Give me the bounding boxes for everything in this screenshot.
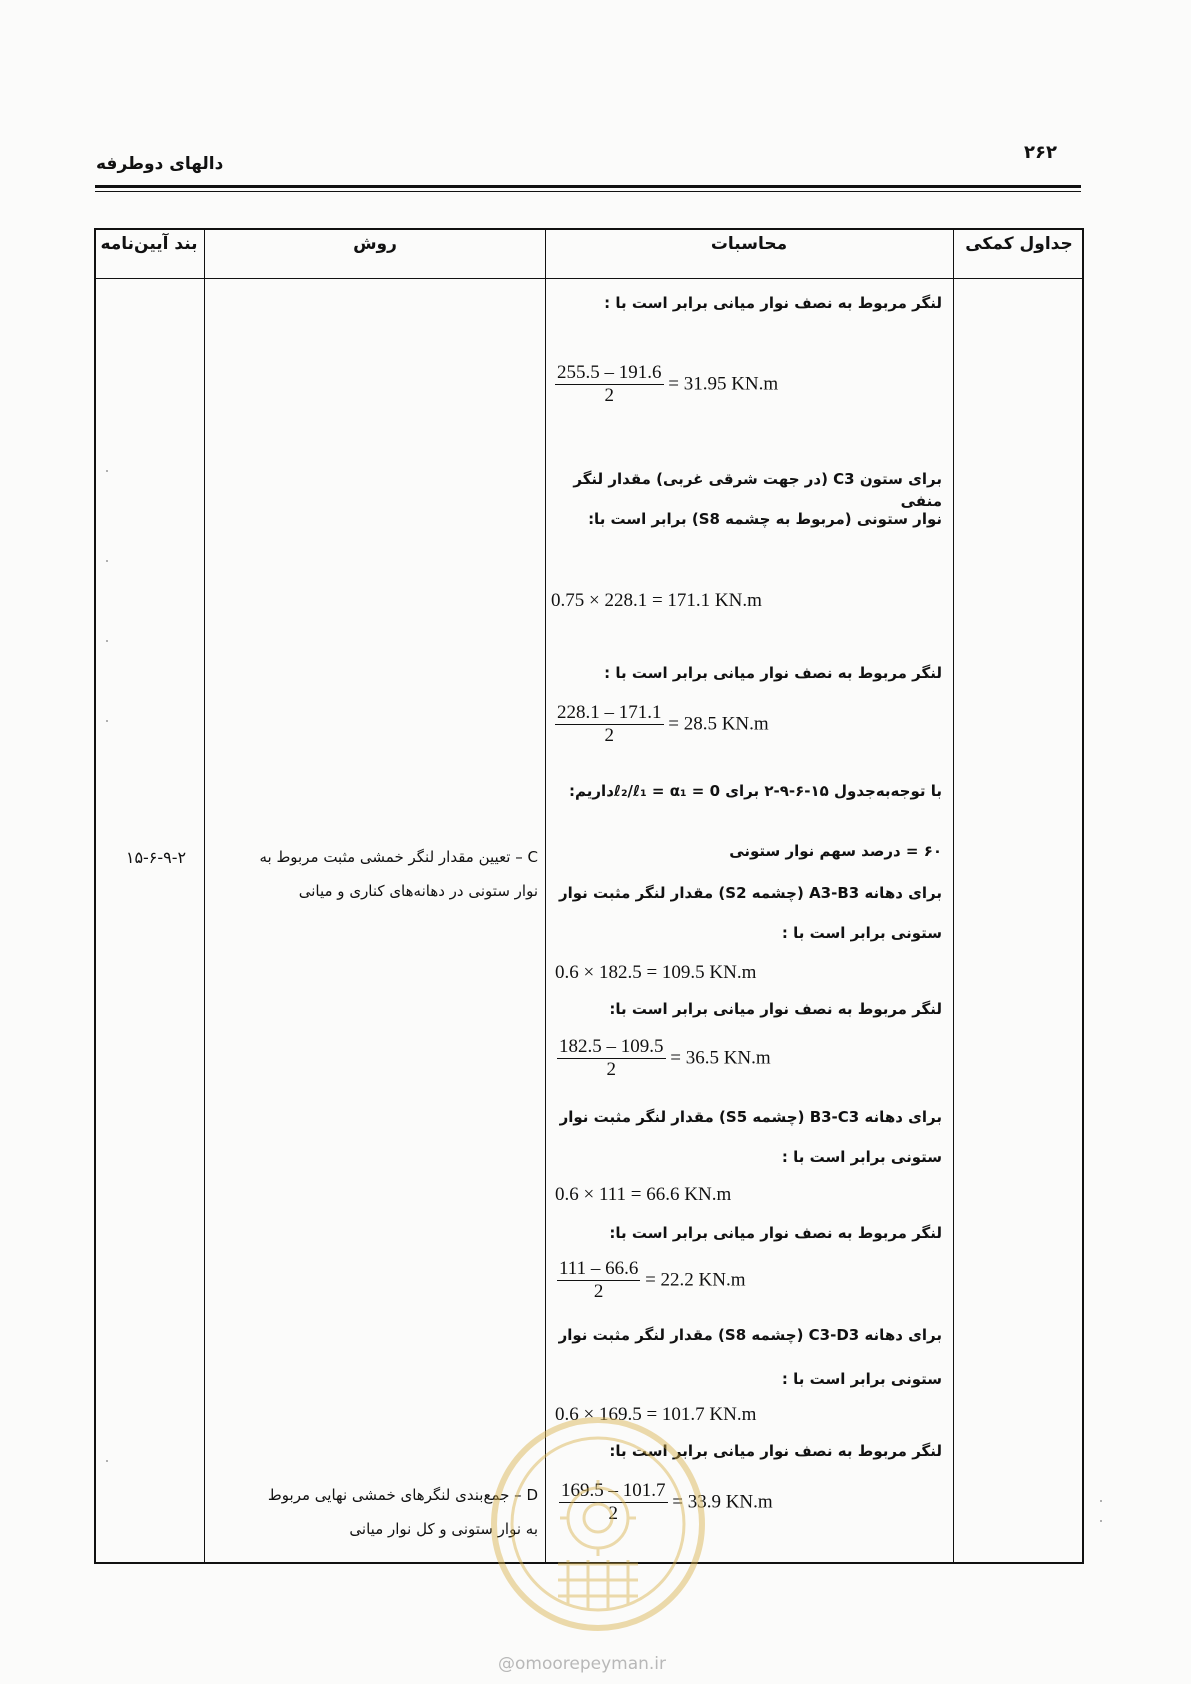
header-rule-thick xyxy=(95,185,1081,188)
column-header-code-clause: بند آیین‌نامه xyxy=(100,234,198,254)
calc-text: لنگر مربوط به نصف نوار میانی برابر است با: xyxy=(609,1224,942,1242)
equation-result: = 22.2 KN.m xyxy=(645,1269,746,1291)
header-row-divider xyxy=(94,278,1084,279)
calc-text: لنگر مربوط به نصف نوار میانی برابر است با: xyxy=(609,1442,942,1460)
scan-dot xyxy=(106,720,108,722)
equation-fraction xyxy=(555,362,778,407)
book-title: دالهای دوطرفه xyxy=(96,154,224,174)
calc-text: برای ستون C3 (در جهت شرقی غربی) مقدار لنگر منفی xyxy=(573,470,942,510)
scan-dot xyxy=(106,1460,108,1462)
equation: 0.6 × 182.5 = 109.5 KN.m xyxy=(555,962,757,983)
page-number: ۲۶۲ xyxy=(1024,142,1057,163)
scan-dot xyxy=(1100,1520,1102,1522)
calc-text: ستونی برابر است با : xyxy=(781,924,942,942)
equation: 0.6 × 169.5 = 101.7 KN.m xyxy=(555,1404,757,1425)
fraction-denominator: 2 xyxy=(606,1059,616,1080)
equation: 0.6 × 111 = 66.6 KN.m xyxy=(555,1184,732,1205)
equation-fraction xyxy=(557,1036,771,1081)
calc-text: لنگر مربوط به نصف نوار میانی برابر است با : xyxy=(604,664,942,682)
equation-fraction xyxy=(557,1258,746,1303)
calc-text: برای دهانه A3-B3 (چشمه S2) مقدار لنگر مثبت نوار xyxy=(558,884,942,902)
calc-text: لنگر مربوط به نصف نوار میانی برابر است با : xyxy=(604,294,942,312)
scan-dot xyxy=(106,560,108,562)
equation-result: = 31.95 KN.m xyxy=(668,373,779,395)
calc-text: برای دهانه C3-D3 (چشمه S8) مقدار لنگر مثبت نوار xyxy=(558,1326,942,1344)
equation-fraction xyxy=(555,702,769,747)
calc-text: ستونی برابر است با : xyxy=(781,1370,942,1388)
fraction-numerator: 182.5 – 109.5 xyxy=(559,1036,664,1057)
calc-text: لنگر مربوط به نصف نوار میانی برابر است با: xyxy=(609,1000,942,1018)
calc-text: با توجه‌به‌جدول ۱۵-۶-۹-۲ برای 0 = ℓ₂/ℓ₁ = α₁داریم: xyxy=(569,782,942,800)
fraction-numerator: 255.5 – 191.6 xyxy=(557,362,662,383)
scan-dot xyxy=(106,640,108,642)
equation-result: = 33.9 KN.m xyxy=(672,1491,773,1513)
fraction-denominator: 2 xyxy=(593,1281,604,1302)
equation-result: = 28.5 KN.m xyxy=(668,713,769,735)
scan-dot xyxy=(1100,1500,1102,1502)
method-c-line: C – تعیین مقدار لنگر خمشی مثبت مربوط به xyxy=(259,848,538,866)
calc-text: برای دهانه B3-C3 (چشمه S5) مقدار لنگر مثبت نوار xyxy=(559,1108,942,1126)
code-clause-ref: ۱۵-۶-۹-۲ xyxy=(125,848,187,867)
scan-dot xyxy=(106,470,108,472)
fraction-denominator: 2 xyxy=(608,1503,618,1524)
column-divider xyxy=(545,228,546,1564)
column-divider xyxy=(953,228,954,1564)
calc-text: ۶۰ = درصد سهم نوار ستونی xyxy=(729,842,942,860)
fraction-numerator: 111 – 66.6 xyxy=(559,1258,639,1279)
column-header-method: روش xyxy=(353,234,397,254)
fraction-numerator: 228.1 – 171.1 xyxy=(557,702,662,723)
column-divider xyxy=(204,228,205,1564)
fraction-denominator: 2 xyxy=(604,725,614,746)
fraction-numerator: 169.5 – 101.7 xyxy=(561,1480,666,1501)
header-rule-thin xyxy=(95,191,1081,192)
equation-result: = 36.5 KN.m xyxy=(670,1047,771,1069)
calc-text: نوار ستونی (مربوط به چشمه S8) برابر است با: xyxy=(588,510,942,528)
method-d-line: D – جمع‌بندی لنگرهای خمشی نهایی مربوط xyxy=(267,1486,538,1504)
equation: 0.75 × 228.1 = 171.1 KN.m xyxy=(551,590,762,611)
fraction-denominator: 2 xyxy=(604,385,614,406)
method-d-line: به نوار ستونی و کل نوار میانی xyxy=(349,1520,538,1538)
watermark-site-url: @omoorepeyman.ir xyxy=(498,1654,667,1674)
publisher-seal-watermark xyxy=(488,1414,708,1634)
column-header-aux-tables: جداول کمکی xyxy=(965,234,1073,254)
method-c-line: نوار ستونی در دهانه‌های کناری و میانی xyxy=(298,882,538,900)
calc-text: ستونی برابر است با : xyxy=(781,1148,942,1166)
column-header-calculations: محاسبات xyxy=(710,234,788,254)
method-c-text xyxy=(238,840,538,908)
